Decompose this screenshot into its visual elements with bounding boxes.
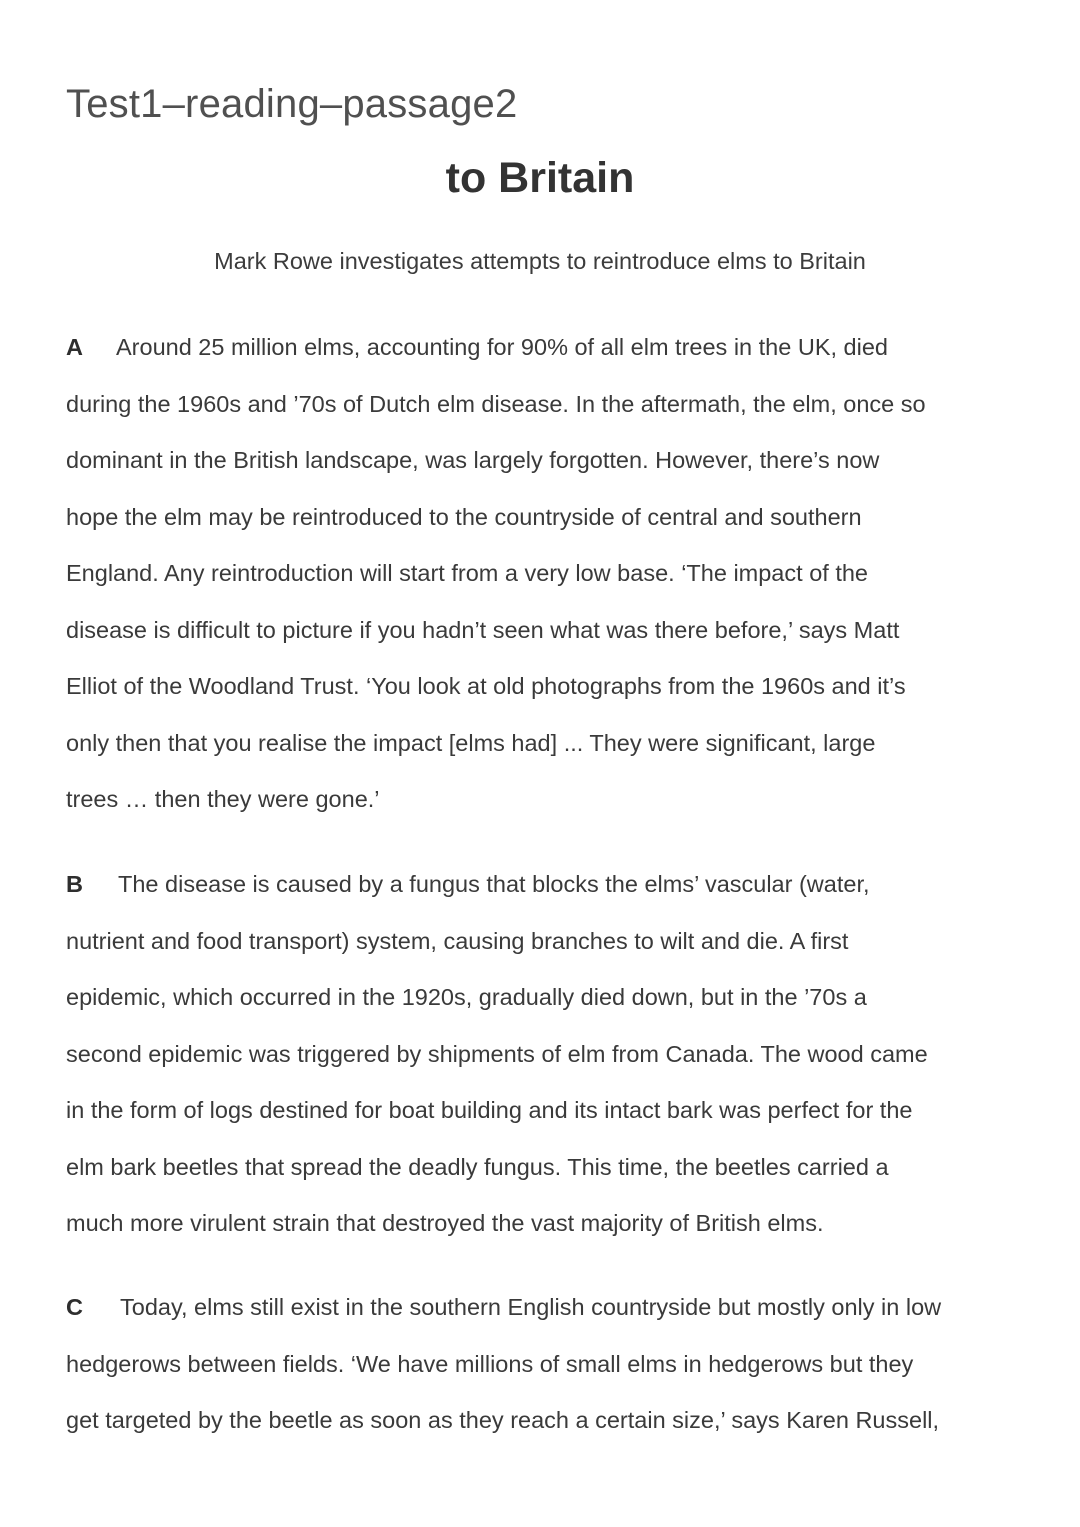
paragraph-line: hedgerows between fields. ‘We have millions of small elms in hedgerows but they — [66, 1350, 914, 1377]
paragraph-line: during the 1960s and ’70s of Dutch elm disease. In the aftermath, the elm, once so — [66, 390, 926, 417]
paragraph-line: nutrient and food transport) system, causing branches to wilt and die. A first — [66, 927, 849, 954]
passage-heading: to Britain — [445, 154, 635, 202]
document-title: Test1–reading–passage2 — [66, 82, 518, 126]
paragraph-line: get targeted by the beetle as soon as they reach a certain size,’ says Karen Russell, — [66, 1407, 940, 1433]
paragraph-line: much more virulent strain that destroyed the vast majority of British elms. — [66, 1210, 824, 1236]
paragraph-line: dominant in the British landscape, was largely forgotten. However, there’s now — [66, 447, 880, 473]
paragraph-line-text: The disease is caused by a fungus that blocks the elms’ vascular (water, — [118, 871, 870, 897]
paragraph-line — [66, 856, 1026, 913]
paragraph-line — [66, 319, 1026, 376]
paragraph-a — [66, 319, 1026, 828]
paragraph-line: second epidemic was triggered by shipments of elm from Canada. The wood came — [66, 1040, 928, 1067]
paragraph-line: in the form of logs destined for boat building and its intact bark was perfect for the — [66, 1097, 913, 1123]
paragraph-line: trees … then they were gone.’ — [66, 786, 380, 812]
paragraph-c — [66, 1279, 1026, 1449]
paragraph-letter: B — [66, 871, 83, 897]
paragraph-line: disease is difficult to picture if you hadn’t seen what was there before,’ says Matt — [66, 616, 900, 643]
paragraph-line: elm bark beetles that spread the deadly fungus. This time, the beetles carried a — [66, 1153, 889, 1180]
paragraph-b — [66, 856, 1026, 1252]
paragraph-letter: C — [66, 1294, 83, 1320]
passage-subtitle: Mark Rowe investigates attempts to reintroduce elms to Britain — [214, 248, 866, 274]
paragraph-line: only then that you realise the impact [elms had] ... They were significant, large — [66, 729, 876, 756]
paragraph-line-text: Today, elms still exist in the southern English countryside but mostly only in low — [120, 1294, 942, 1320]
paragraph-letter: A — [66, 334, 83, 360]
paragraph-line: Elliot of the Woodland Trust. ‘You look at old photographs from the 1960s and it’s — [66, 673, 906, 699]
paragraph-line — [66, 1279, 1026, 1336]
paragraph-line: hope the elm may be reintroduced to the countryside of central and southern — [66, 503, 862, 530]
paragraph-line: epidemic, which occurred in the 1920s, gradually died down, but in the ’70s a — [66, 984, 867, 1010]
paragraph-line-text: Around 25 million elms, accounting for 90% of all elm trees in the UK, died — [116, 334, 888, 360]
paragraph-line: England. Any reintroduction will start from a very low base. ‘The impact of the — [66, 560, 868, 586]
